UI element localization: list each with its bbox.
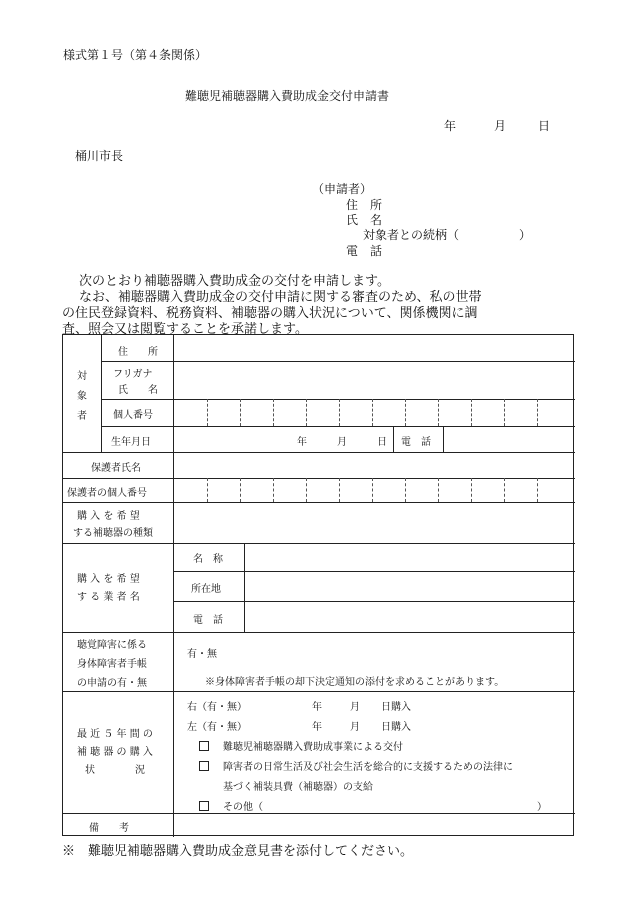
option-assistive-device-line-2: 基づく補装具費（補聴器）の支給 <box>223 782 373 793</box>
vendor-name-label: 名 称 <box>193 554 223 565</box>
disability-label-3: の申請の有・無 <box>77 678 147 689</box>
recent-purchase-label-3: 状 況 <box>85 765 145 776</box>
subject-furigana-label: フリガナ <box>113 369 153 380</box>
applicant-name-label: 氏 名 <box>346 213 383 227</box>
personal-number-label: 個人番号 <box>113 410 153 421</box>
vendor-location-label: 所在地 <box>191 584 221 595</box>
footer-note: ※ 難聴児補聴器購入費助成金意見書を添付してください。 <box>62 844 414 859</box>
guardian-number-label: 保護者の個人番号 <box>67 488 147 499</box>
addressee: 桶川市長 <box>75 149 124 163</box>
vendor-name-field[interactable] <box>246 545 573 570</box>
birth-month: 月 <box>337 437 347 448</box>
right-ear-yes-no[interactable]: 右（有・無） <box>187 702 247 713</box>
disability-note: ※身体障害者手帳の却下決定通知の添付を求めることがあります。 <box>205 677 505 688</box>
hearing-aid-type-label-1: 購 入 を 希 望 <box>77 511 140 522</box>
document-title: 難聴児補聴器購入費助成金交付申請書 <box>185 89 390 103</box>
hearing-aid-type-field[interactable] <box>175 504 573 542</box>
application-form-table <box>62 334 574 836</box>
checkbox-option-subsidy[interactable] <box>199 741 209 751</box>
vendor-label-2: す る 業 者 名 <box>77 592 140 603</box>
subject-label-3: 者 <box>77 411 87 422</box>
recent-purchase-label-1: 最 近 ５ 年 間 の <box>77 729 153 740</box>
intro-line-2: なお、補聴器購入費助成金の交付申請に関する審査のため、私の世帯 <box>79 290 482 305</box>
remarks-field[interactable] <box>175 815 573 835</box>
vendor-phone-field[interactable] <box>246 603 573 631</box>
applicant-relation-label: 対象者との続柄（ ） <box>363 228 532 242</box>
personal-number-field[interactable] <box>175 401 573 425</box>
guardian-name-label: 保護者氏名 <box>91 463 141 474</box>
vendor-label-1: 購 入 を 希 望 <box>77 574 140 585</box>
option-assistive-device[interactable]: 障害者の日常生活及び社会生活を総合的に支援するための法律に <box>199 758 513 773</box>
birth-day: 日 <box>377 437 387 448</box>
left-purchase-label: 日購入 <box>381 722 411 733</box>
intro-line-1: 次のとおり補聴器購入費助成金の交付を申請します。 <box>79 274 390 289</box>
checkbox-option-assistive-device[interactable] <box>199 761 209 771</box>
option-other-close: ） <box>537 802 547 813</box>
guardian-name-field[interactable] <box>175 454 573 477</box>
date-month: 月 <box>494 119 507 133</box>
right-purchase-label: 日購入 <box>381 702 411 713</box>
form-number: 様式第１号（第４条関係） <box>63 48 208 62</box>
disability-label-2: 身体障害者手帳 <box>77 659 147 670</box>
subject-name-label: 氏 名 <box>118 385 158 396</box>
left-purchase-month: 月 <box>350 722 360 733</box>
right-purchase-year: 年 <box>312 702 322 713</box>
disability-yes-no[interactable]: 有・無 <box>187 649 217 660</box>
subject-phone-label: 電 話 <box>401 437 431 448</box>
option-subsidy[interactable]: 難聴児補聴器購入費助成事業による交付 <box>199 738 403 753</box>
subject-label-2: 象 <box>77 391 87 402</box>
applicant-phone-label: 電 話 <box>346 244 383 258</box>
remarks-label: 備 考 <box>89 823 129 834</box>
intro-line-3: の住民登録資料、税務資料、補聴器の購入状況について、関係機関に調 <box>62 306 478 321</box>
birth-year: 年 <box>297 437 307 448</box>
left-ear-yes-no[interactable]: 左（有・無） <box>187 722 247 733</box>
recent-purchase-label-2: 補 聴 器 の 購 入 <box>77 747 153 758</box>
applicant-address-label: 住 所 <box>346 198 383 212</box>
disability-label-1: 聴覚障害に係る <box>77 640 147 651</box>
vendor-phone-label: 電 話 <box>193 615 223 626</box>
subject-name-field[interactable] <box>175 363 573 397</box>
option-other[interactable]: その他（ <box>199 798 263 813</box>
vendor-location-field[interactable] <box>246 573 573 600</box>
checkbox-option-other[interactable] <box>199 801 209 811</box>
subject-phone-field[interactable] <box>445 428 573 451</box>
right-purchase-month: 月 <box>350 702 360 713</box>
date-day: 日 <box>538 119 551 133</box>
guardian-number-field[interactable] <box>175 480 573 501</box>
intro-line-4: 査、照会又は閲覧することを承諾します。 <box>62 322 308 337</box>
applicant-heading: （申請者） <box>312 182 373 196</box>
subject-address-label: 住 所 <box>118 347 158 358</box>
left-purchase-year: 年 <box>312 722 322 733</box>
birthdate-label: 生年月日 <box>111 437 151 448</box>
date-year: 年 <box>444 119 457 133</box>
hearing-aid-type-label-2: する補聴器の種類 <box>73 528 153 539</box>
subject-label-1: 対 <box>77 371 87 382</box>
